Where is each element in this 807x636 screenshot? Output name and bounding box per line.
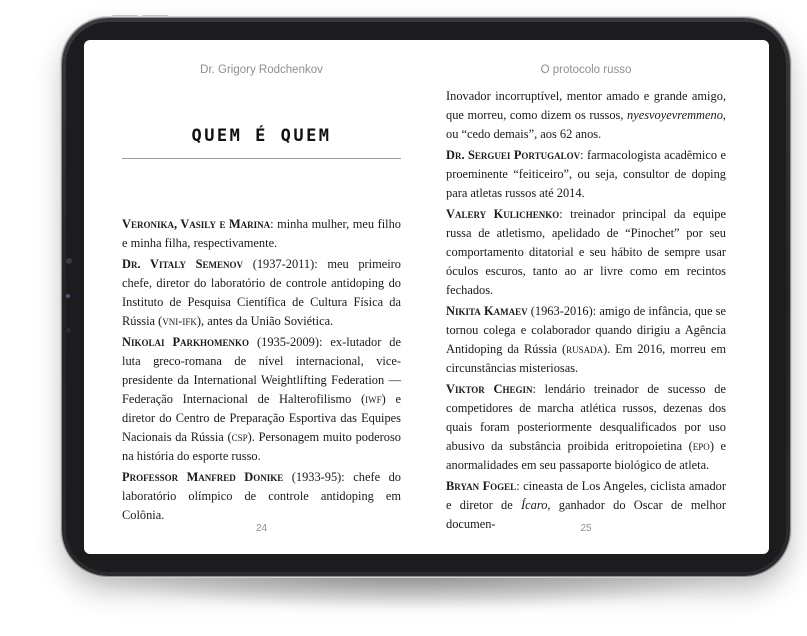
camera-icon xyxy=(66,258,72,264)
list-item: Veronika, Vasily e Marina: minha mulher, meu filho e minha filha, respectivamente. xyxy=(122,217,401,250)
running-head-title: O protocolo russo xyxy=(540,64,632,76)
reader-screen[interactable] xyxy=(84,40,769,554)
list-item-continued: Inovador incorruptível, mentor amado e grande amigo, que morreu, como dizem os russos, nyesvoyevremmeno, ou “cedo demais”, aos 62 anos. xyxy=(446,89,726,141)
list-item: Professor Manfred Donike (1933-95): chefe do laboratório olímpico de controle antidoping em Colônia. xyxy=(122,470,401,522)
list-item: Bryan Fogel: cineasta de Los Angeles, ciclista amador e diretor de Ícaro, ganhador do Oscar de melhor documen- xyxy=(446,479,727,531)
chapter-divider xyxy=(122,158,401,159)
list-item: Nikolai Parkhomenko (1935-2009): ex-lutador de luta greco-romana de nível internacional, vice-presidente da International Weightlifting Federation — Federação Internacional de Halterofilismo (iwf) e diretor do Centro de Preparação Esportiva das Equipes Nacionais da Rússia (csp). Personagem muito poderoso na história do esporte russo. xyxy=(122,335,402,463)
list-item: Valery Kulichenko: treinador principal da equipe russa de atletismo, apelidado de “Pinochet” por seu comportamento ditatorial e seu hábito de sempre usar óculos escuros, tanto ao ar livre como em recintos fechados. xyxy=(446,207,726,297)
left-page[interactable] xyxy=(122,40,401,554)
sensor-icon xyxy=(66,294,70,298)
list-item: Dr. Vitaly Semenov (1937-2011): meu primeiro chefe, diretor do laboratório de controle antidoping do Instituto de Pesquisa Científica de Cultura Física da Rússia (vni-ifk), antes da União Soviética. xyxy=(122,257,402,328)
sensor-dot xyxy=(66,328,71,333)
right-page-body xyxy=(446,87,726,536)
list-item: Dr. Serguei Portugalov: farmacologista acadêmico e proeminente “feiticeiro”, ou seja, consultor de doping para atletas russos até 2014. xyxy=(446,148,726,200)
chapter-title: QUEM É QUEM xyxy=(191,126,332,146)
page-number: 24 xyxy=(255,523,268,534)
page-number: 25 xyxy=(580,523,592,534)
left-page-body xyxy=(122,215,401,527)
list-item: Nikita Kamaev (1963-2016): amigo de infância, que se tornou colega e colaborador quando dirigiu a Agência Antidoping da Rússia (rusada). Em 2016, morreu em circunstâncias misteriosas. xyxy=(446,304,726,375)
list-item: Viktor Chegin: lendário treinador de sucesso de competidores de marcha atlética russos, dezenas dos quais foram posteriormente desqualificados por uso abusivo da substância proibida eritropoietina (epo) e anormalidades em seu passaporte biológico de atleta. xyxy=(446,382,726,472)
right-page[interactable] xyxy=(446,40,726,554)
running-head-author: Dr. Grigory Rodchenkov xyxy=(200,64,323,76)
